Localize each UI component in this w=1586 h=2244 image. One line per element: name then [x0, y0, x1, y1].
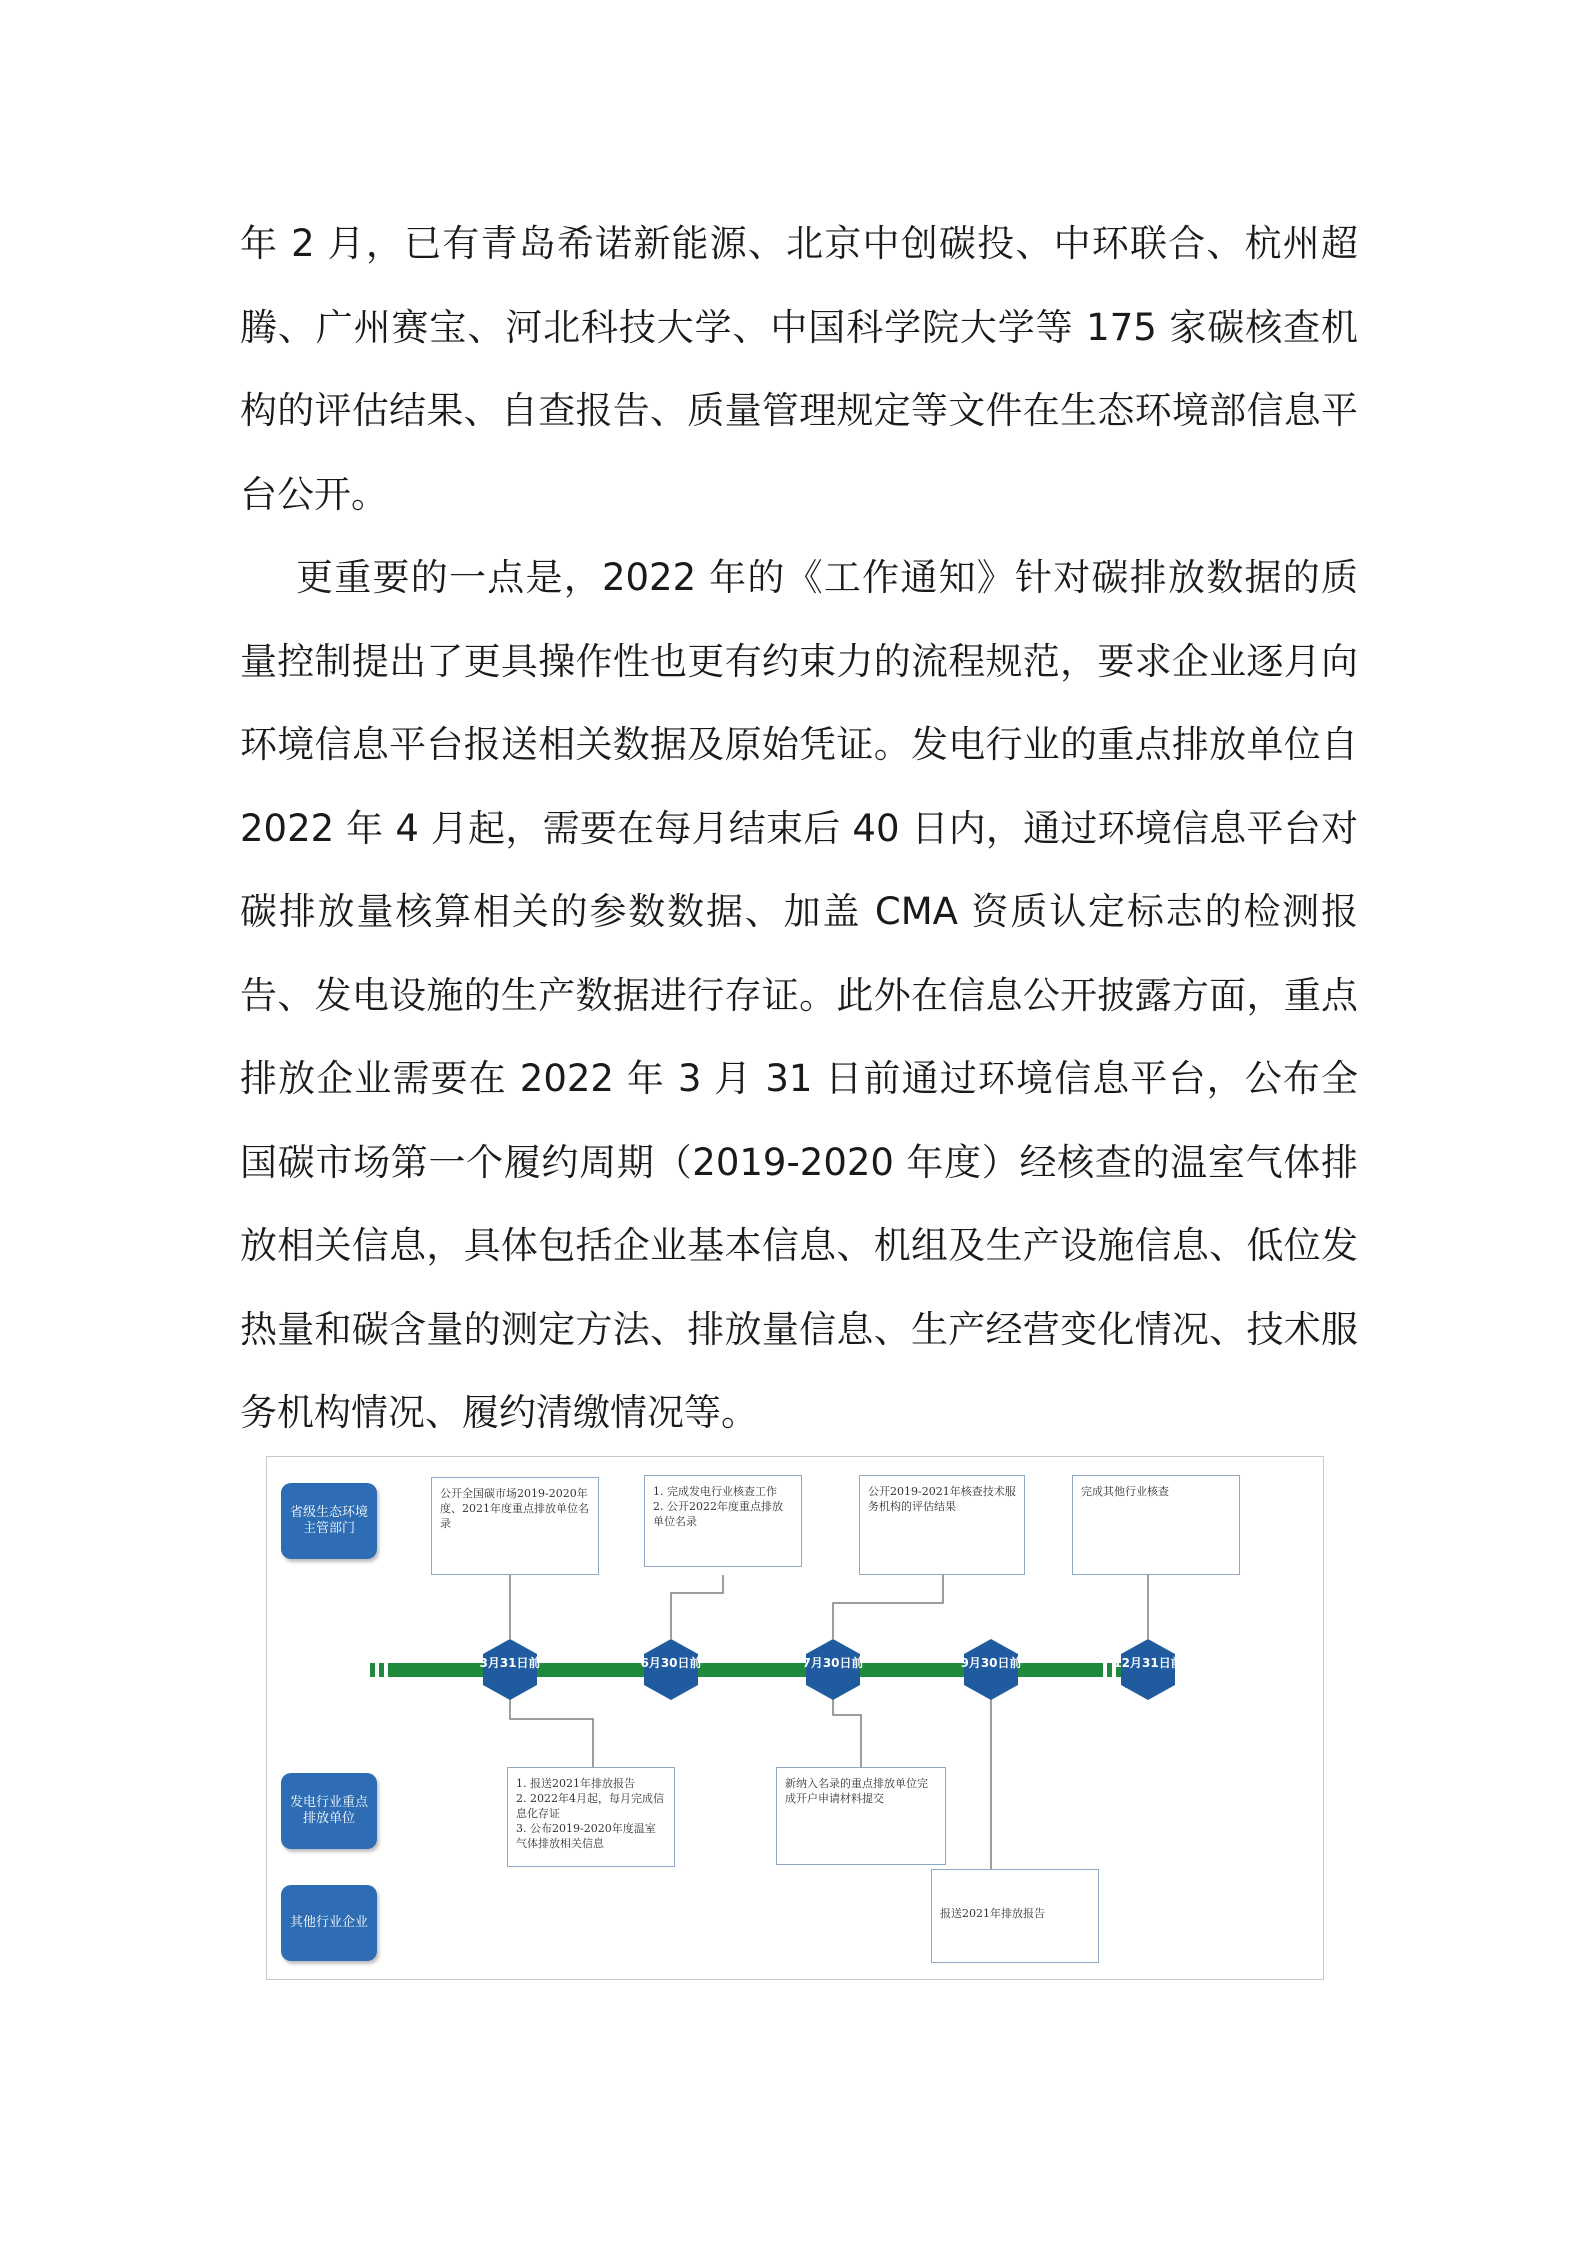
note-top-2: 1. 完成发电行业核查工作 2. 公开2022年度重点排放单位名录	[644, 1475, 802, 1567]
milestone-label: 12月31日前	[1113, 1656, 1183, 1670]
note-bottom-3: 报送2021年排放报告	[931, 1869, 1099, 1963]
arrow-dash	[379, 1663, 384, 1677]
arrow-dash	[370, 1663, 375, 1677]
connector-line	[833, 1699, 861, 1767]
connector-line	[833, 1575, 943, 1639]
milestone-label: 3月31日前	[479, 1656, 541, 1670]
milestone-label: 7月30日前	[802, 1656, 864, 1670]
role-box-provincial-authority: 省级生态环境主管部门	[281, 1483, 377, 1559]
arrow-dash	[1107, 1663, 1112, 1677]
note-top-3: 公开2019-2021年核查技术服务机构的评估结果	[859, 1475, 1025, 1575]
connector-line	[510, 1699, 593, 1767]
milestone-label: 9月30日前	[960, 1656, 1022, 1670]
note-bottom-2: 新纳入名录的重点排放单位完成开户申请材料提交	[776, 1767, 946, 1865]
milestone-label: 6月30日前	[640, 1656, 702, 1670]
paragraph: 年 2 月，已有青岛希诺新能源、北京中创碳投、中环联合、杭州超腾、广州赛宝、河北科技大学、中国科学院大学等 175 家碳核查机构的评估结果、自查报告、质量管理规定等文件在生态环境部信息平台公开。	[240, 222, 1358, 516]
role-box-power-emitters: 发电行业重点排放单位	[281, 1773, 377, 1849]
note-bottom-1: 1. 报送2021年排放报告 2. 2022年4月起，每月完成信息化存证 3. 公布2019-2020年度温室气体排放相关信息	[507, 1767, 675, 1867]
note-top-4: 完成其他行业核查	[1072, 1475, 1240, 1575]
connector-line	[671, 1575, 723, 1639]
timeline-diagram	[266, 1456, 1324, 1980]
role-box-other-industries: 其他行业企业	[281, 1885, 377, 1961]
article-body	[240, 202, 1358, 1455]
paragraph: 更重要的一点是，2022 年的《工作通知》针对碳排放数据的质量控制提出了更具操作性也更有约束力的流程规范，要求企业逐月向环境信息平台报送相关数据及原始凭证。发电行业的重点排放单位自 2022 年 4 月起，需要在每月结束后 40 日内，通过环境信息平台对碳排放量核算相关的参数数据、加盖 CMA 资质认定标志的检测报告、发电设施的生产数据进行存证。此外在信息公开披露方面，重点排放企业需要在 2022 年 3 月 31 日前通过环境信息平台，公布全国碳市场第一个履约周期（2019-2020 年度）经核查的温室气体排放相关信息，具体包括企业基本信息、机组及生产设施信息、低位发热量和碳含量的测定方法、排放量信息、生产经营变化情况、技术服务机构情况、履约清缴情况等。	[240, 556, 1358, 1434]
note-top-1: 公开全国碳市场2019-2020年度、2021年度重点排放单位名录	[431, 1477, 599, 1575]
